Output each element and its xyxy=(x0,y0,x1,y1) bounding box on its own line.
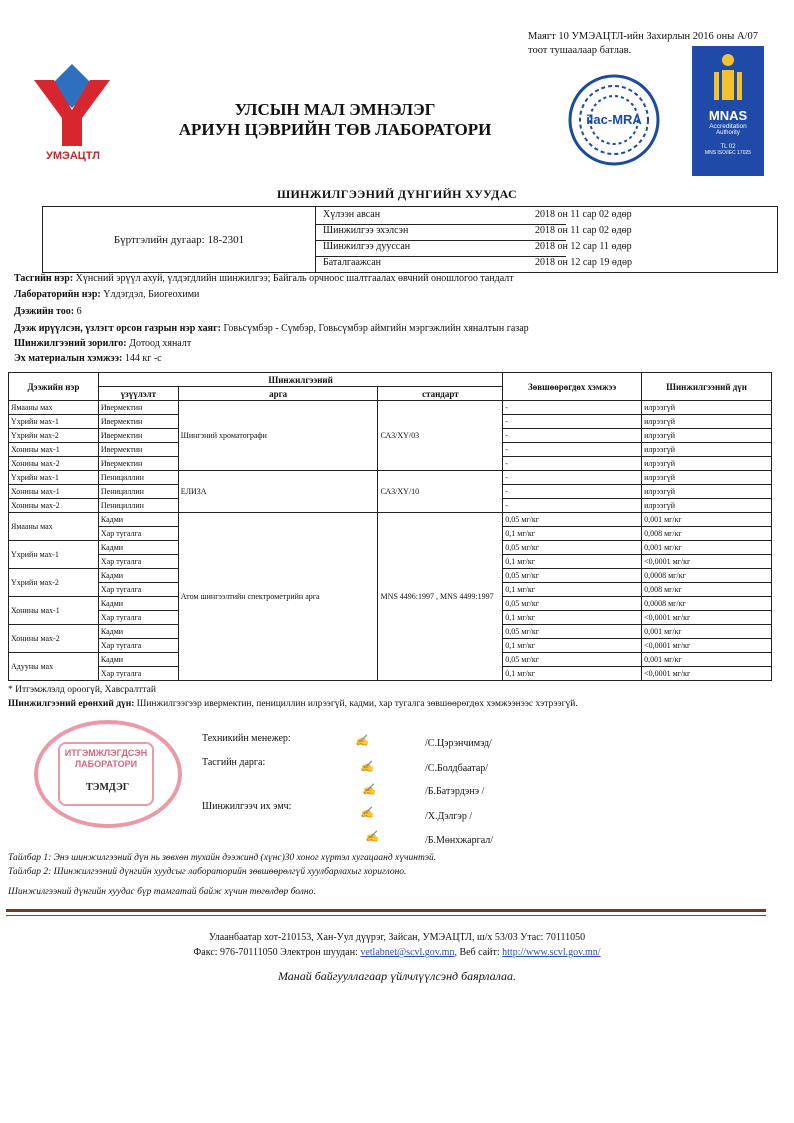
logo-text: УМЭАЦТЛ xyxy=(46,150,100,162)
table-row: Хар тугалга 0,1 мг/кг 0,008 мг/кг xyxy=(9,583,772,597)
header-result: Шинжилгээний дүн xyxy=(642,373,772,401)
table-row: Үхрийн мах-1 Пенициллин ЕЛИЗА СА3/ХҮ/10 - илрээгүй xyxy=(9,471,772,485)
footnote-star: * Итгэмжлэлд ороогүй, Хавсралттай xyxy=(8,685,156,695)
table-row: Хар тугалга 0,1 мг/кг <0,0001 мг/кг xyxy=(9,555,772,569)
header-label: Шинжилгээ дууссан xyxy=(323,241,411,252)
ilac-mra-logo xyxy=(566,72,662,168)
tech-manager-label: Техникийн менежер: xyxy=(202,733,291,744)
registration-box xyxy=(42,206,778,273)
contacts: Факс: 976-70111050 Электрон шуудан: vetlabnet@scvl.gov.mn, Веб сайт: http://www.scvl.gov.mn/ xyxy=(193,947,601,958)
ilac-text: ilac-MRA xyxy=(586,112,642,127)
approval-note: Маягт 10 УМЭАЦТЛ-ийн Захирлын 2016 оны А/07 тоот тушаалаар батлав. xyxy=(528,31,758,56)
mnas-sub2: Authority xyxy=(716,130,740,136)
note-2: Тайлбар 2: Шинжилгээний дүнгийн хуудсыг лабораторийн зөвшөөрөлгүй хуулбарлахыг хориглоно. xyxy=(8,867,407,877)
table-row: Үхрийн мах-2 Кадми 0,05 мг/кг 0,0008 мг/кг xyxy=(9,569,772,583)
header-value: 2018 он 12 сар 19 өдөр xyxy=(535,257,632,268)
table-row: Үхрийн мах-1 Кадми 0,05 мг/кг 0,001 мг/кг xyxy=(9,541,772,555)
header-sample: Дээжийн нэр xyxy=(9,373,99,401)
info-sample-count: Дээжийн тоо: 6 xyxy=(14,306,82,317)
table-row: Хар тугалга 0,1 мг/кг <0,0001 мг/кг xyxy=(9,611,772,625)
standard-cell: СА3/ХҮ/03 xyxy=(378,401,503,471)
tech-manager-name: /С.Цэрэнчимэд/ xyxy=(425,738,492,749)
table-row: Хонины мах-2 Кадми 0,05 мг/кг 0,001 мг/кг xyxy=(9,625,772,639)
header-value: 2018 он 11 сар 02 өдөр xyxy=(535,225,632,236)
document-title: ШИНЖИЛГЭЭНИЙ ДҮНГИЙН ХУУДАС xyxy=(277,187,517,201)
standard-cell: СА3/ХҮ/10 xyxy=(378,471,503,513)
dept-head-label: Тасгийн дарга: xyxy=(202,757,266,768)
thank-you: Манай байгууллагаар үйлчлүүлсэнд баярлалаа. xyxy=(277,969,517,983)
signature-mark: ✍ xyxy=(355,735,369,747)
mnas-name: MNAS xyxy=(708,108,748,123)
analyst-name-1: /Х.Дэлгэр / xyxy=(425,811,473,822)
table-row: Үхрийн мах-2 Ивермектин - илрээгүй xyxy=(9,429,772,443)
header-row-received xyxy=(323,209,773,225)
signature-mark: ✍ xyxy=(360,807,374,819)
analyst-name-2: /Б.Мөнхжаргал/ xyxy=(425,835,494,846)
table-row: Хонины мах-2 Пенициллин - илрээгүй xyxy=(9,499,772,513)
footer-rule-thin xyxy=(6,915,766,916)
dept-head-name-1: /С.Болдбаатар/ xyxy=(425,763,489,774)
header-indicator: үзүүлэлт xyxy=(98,387,178,401)
header-method: арга xyxy=(178,387,378,401)
table-row: Хонины мах-2 Ивермектин - илрээгүй xyxy=(9,457,772,471)
info-lab: Лабораторийн нэр: Үлдэгдэл, Биогеохими xyxy=(14,289,200,300)
analyst-label: Шинжилгээч их эмч: xyxy=(202,801,292,812)
info-department: Тасгийн нэр: Хүнсний эрүүл ахуй, үлдэгдлийн шинжилгээ; Байгаль орчноос шалтгаалах өвчний оношлогоо тандалт xyxy=(14,273,514,284)
mnas-code: TL 02 xyxy=(720,144,736,150)
stamp-text: ИТГЭМЖЛЭГДСЭН ЛАБОРАТОРИ xyxy=(58,742,154,806)
header-label: Баталгаажсан xyxy=(323,257,381,268)
header-analysis: Шинжилгээний xyxy=(98,373,502,387)
table-row: Хонины мах-1 Пенициллин - илрээгүй xyxy=(9,485,772,499)
scvl-logo xyxy=(24,60,120,160)
mnas-logo xyxy=(692,46,764,176)
header-standard: стандарт xyxy=(378,387,503,401)
dept-head-name-2: /Б.Батэрдэнэ / xyxy=(425,786,485,797)
signature-mark: ✍ xyxy=(360,761,374,773)
info-purpose: Шинжилгээний зорилго: Дотоод хяналт xyxy=(14,338,192,349)
website-link[interactable]: http://www.scvl.gov.mn/ xyxy=(502,947,601,958)
note-1: Тайлбар 1: Энэ шинжилгээний дүн нь зөвхөн тухайн дээжинд (хүнс)30 хоног хүртэл хугацаанд хүчинтэй. xyxy=(8,853,437,863)
method-cell: ЕЛИЗА xyxy=(178,471,378,513)
mnas-sub: Accreditation xyxy=(709,123,747,130)
results-table xyxy=(8,372,772,681)
signature-mark: ✍ xyxy=(362,784,376,796)
footer-rule xyxy=(6,909,766,912)
table-row: Хар тугалга 0,1 мг/кг <0,0001 мг/кг xyxy=(9,667,772,681)
table-row: Ямааны мах Кадми Атом шингээлтийн спектрометрийн арга MNS 4496:1997 , MNS 4499:1997 0,05 мг/кг 0,001 мг/кг xyxy=(9,513,772,527)
header-label: Шинжилгээ эхэлсэн xyxy=(323,225,409,236)
header-value: 2018 он 12 сар 11 өдөр xyxy=(535,241,632,252)
signature-mark: ✍ xyxy=(365,831,379,843)
lab-title-line1: УЛСЫН МАЛ ЭМНЭЛЭГ xyxy=(234,100,436,119)
header-row-confirmed xyxy=(323,257,773,273)
table-row: Хонины мах-1 Кадми 0,05 мг/кг 0,0008 мг/кг xyxy=(9,597,772,611)
info-amount: Эх материалын хэмжээ: 144 кг -с xyxy=(14,353,162,364)
lab-stamp xyxy=(34,720,182,828)
table-row: Хар тугалга 0,1 мг/кг 0,008 мг/кг xyxy=(9,527,772,541)
standard-cell: MNS 4496:1997 , MNS 4499:1997 xyxy=(378,513,503,681)
lab-title-line2: АРИУН ЦЭВРИЙН ТӨВ ЛАБОРАТОРИ xyxy=(178,120,492,139)
table-row: Үхрийн мах-1 Ивермектин - илрээгүй xyxy=(9,415,772,429)
table-row: Хар тугалга 0,1 мг/кг <0,0001 мг/кг xyxy=(9,639,772,653)
conclusion: Шинжилгээний ерөнхий дүн: Шинжилгээгээр ивермектин, пенициллин илрээгүй, кадми, хар тугалга зөвшөөрөгдөх хэмжээнээс хэтрээгүй. xyxy=(8,699,578,709)
header-value: 2018 он 11 сар 02 өдөр xyxy=(535,209,632,220)
note-3: Шинжилгээний дүнгийн хуудас бүр тамгатай байж хүчин төгөлдөр болно. xyxy=(8,887,316,897)
method-cell: Атом шингээлтийн спектрометрийн арга xyxy=(178,513,378,681)
header-label: Хүлээн авсан xyxy=(323,209,381,220)
header-limit: Зөвшөөрөгдөх хэмжээ xyxy=(503,373,642,401)
stamp-word: ТЭМДЭГ xyxy=(86,782,130,793)
table-row: Адууны мах Кадми 0,05 мг/кг 0,001 мг/кг xyxy=(9,653,772,667)
header-row-started xyxy=(323,225,773,241)
method-cell: Шингэний хроматографи xyxy=(178,401,378,471)
address: Улаанбаатар хот-210153, Хан-Уул дүүрэг, Зайсан, УМЭАЦТЛ, ш/х 53/03 Утас: 70111050 xyxy=(208,932,586,943)
info-place: Дээж ирүүлсэн, үзлэгт орсон газрын нэр хаяг: Говьсүмбэр - Сүмбэр, Говьсүмбэр аймгийн мэргэжлийн хяналтын газар xyxy=(14,323,529,334)
table-row: Хонины мах-1 Ивермектин - илрээгүй xyxy=(9,443,772,457)
email-link[interactable]: vetlabnet@scvl.gov.mn xyxy=(360,947,455,958)
lab-title xyxy=(150,100,520,140)
mnas-std: MNS ISO/IEC 17025 xyxy=(704,150,752,156)
registration-number: Бүртгэлийн дугаар: 18-2301 xyxy=(43,207,316,272)
header-row-finished xyxy=(323,241,773,257)
table-row: Ямааны мах Ивермектин Шингэний хроматографи СА3/ХҮ/03 - илрээгүй xyxy=(9,401,772,415)
